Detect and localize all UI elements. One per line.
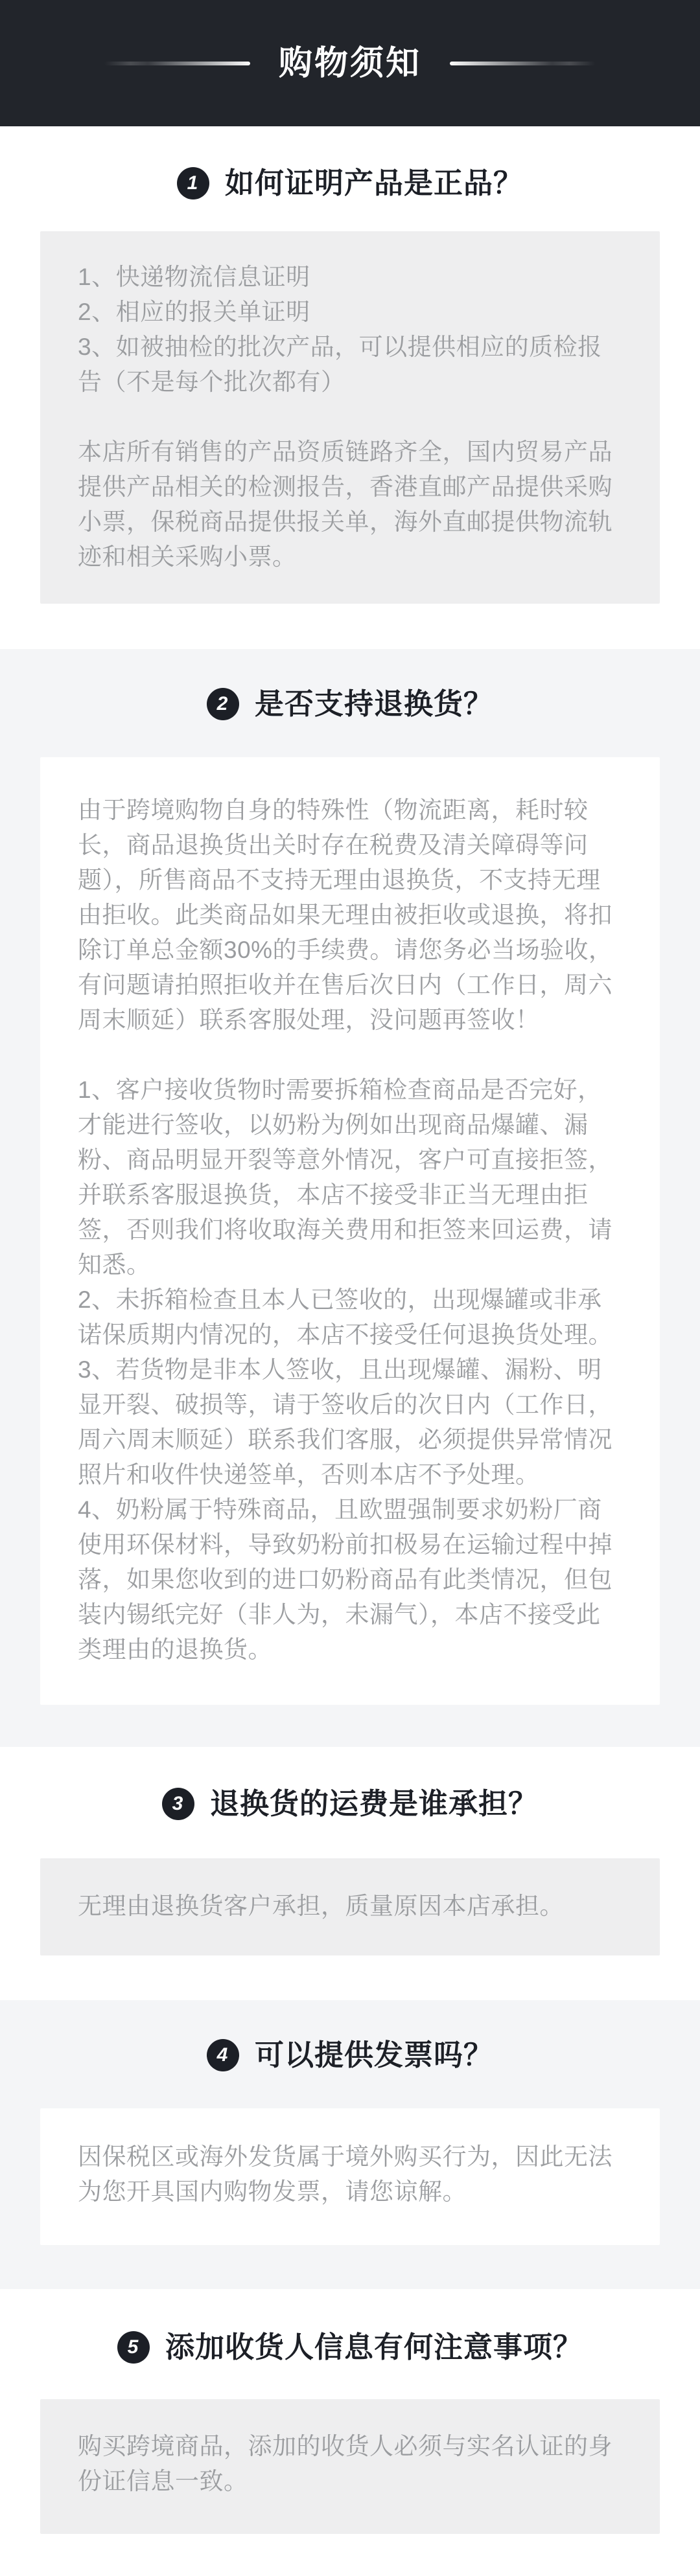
section-shipping-fee <box>0 1747 700 2000</box>
shipping-fee-paragraph: 无理由退换货客户承担，质量原因本店承担。 <box>78 1893 564 1919</box>
section-3-title: 退换货的运费是谁承担？ <box>209 1787 538 1820</box>
section-5-content-box <box>40 2399 660 2534</box>
recipient-info-paragraph: 购买跨境商品，添加的收货人必须与实名认证的身份证信息一致。 <box>78 2433 612 2494</box>
section-4-heading <box>0 2037 700 2073</box>
section-5-heading <box>0 2329 700 2365</box>
section-3-heading <box>0 1786 700 1821</box>
section-3-content-box <box>40 1858 660 1955</box>
section-1-content-box <box>40 231 660 604</box>
section-2-number-badge: 2 <box>207 688 239 720</box>
section-recipient-info <box>0 2289 700 2576</box>
proof-item: 2、相应的报关单证明 <box>78 299 310 325</box>
section-2-title: 是否支持退换货？ <box>254 687 493 720</box>
returns-rule: 3、若货物是非本人签收，且出现爆罐、漏粉、明显开裂、破损等，请于签收后的次日内（工作日，周六周末顺延）联系我们客服，必须提供异常情况照片和收件快递签单，否则本店不予处理。 <box>78 1356 612 1488</box>
returns-rule: 1、客户接收货物时需要拆箱检查商品是否完好，才能进行签收，以奶粉为例如出现商品爆罐、漏粉、商品明显开裂等意外情况，客户可直接拒签，并联系客服退换货，本店不接受非正当无理由拒签，否则我们将收取海关费用和拒签来回运费，请知悉。 <box>78 1077 612 1278</box>
left-decor-line <box>104 62 250 65</box>
right-decor-line <box>450 62 596 65</box>
section-2-heading <box>0 686 700 722</box>
section-4-number-badge: 4 <box>207 2039 239 2071</box>
paragraph-gap <box>78 400 622 435</box>
section-invoice <box>0 2000 700 2289</box>
proof-item: 3、如被抽检的批次产品，可以提供相应的质检报告（不是每个批次都有） <box>78 334 602 395</box>
paragraph-gap <box>78 1038 622 1073</box>
section-5-number-badge: 5 <box>117 2331 150 2364</box>
returns-intro-paragraph: 由于跨境购物自身的特殊性（物流距离，耗时较长，商品退换货出关时存在税费及清关障碍等问题），所售商品不支持无理由退换货，不支持无理由拒收。此类商品如果无理由被拒收或退换，将扣除订单总金额30%的手续费。请您务必当场验收，有问题请拍照拒收并在售后次日内（工作日，周六周末顺延）联系客服处理，没问题再签收！ <box>78 797 613 1033</box>
section-4-content-box <box>40 2108 660 2245</box>
page-title: 购物须知 <box>278 44 421 82</box>
section-1-number-badge: 1 <box>177 167 209 199</box>
page-header <box>0 0 700 126</box>
section-3-number-badge: 3 <box>162 1788 194 1820</box>
section-4-title: 可以提供发票吗？ <box>254 2038 493 2071</box>
section-2-content-box <box>40 757 660 1705</box>
section-5-title: 添加收货人信息有何注意事项？ <box>165 2331 583 2364</box>
proof-item: 1、快递物流信息证明 <box>78 264 310 290</box>
section-authenticity <box>0 126 700 649</box>
section-1-heading <box>0 165 700 201</box>
section-returns-policy <box>0 649 700 1747</box>
invoice-paragraph: 因保税区或海外发货属于境外购买行为，因此无法为您开具国内购物发票，请您谅解。 <box>78 2143 612 2205</box>
returns-rule: 2、未拆箱检查且本人已签收的，出现爆罐或非承诺保质期内情况的，本店不接受任何退换货处理。 <box>78 1286 612 1348</box>
returns-rule: 4、奶粉属于特殊商品，且欧盟强制要求奶粉厂商使用环保材料，导致奶粉前扣极易在运输过程中掉落，如果您收到的进口奶粉商品有此类情况，但包装内锡纸完好（非人为，未漏气），本店不接受此类理由的退换货。 <box>78 1496 612 1663</box>
section-1-title: 如何证明产品是正品？ <box>224 166 523 199</box>
qualification-paragraph: 本店所有销售的产品资质链路齐全，国内贸易产品提供产品相关的检测报告，香港直邮产品提供采购小票，保税商品提供报关单，海外直邮提供物流轨迹和相关采购小票。 <box>78 439 612 570</box>
